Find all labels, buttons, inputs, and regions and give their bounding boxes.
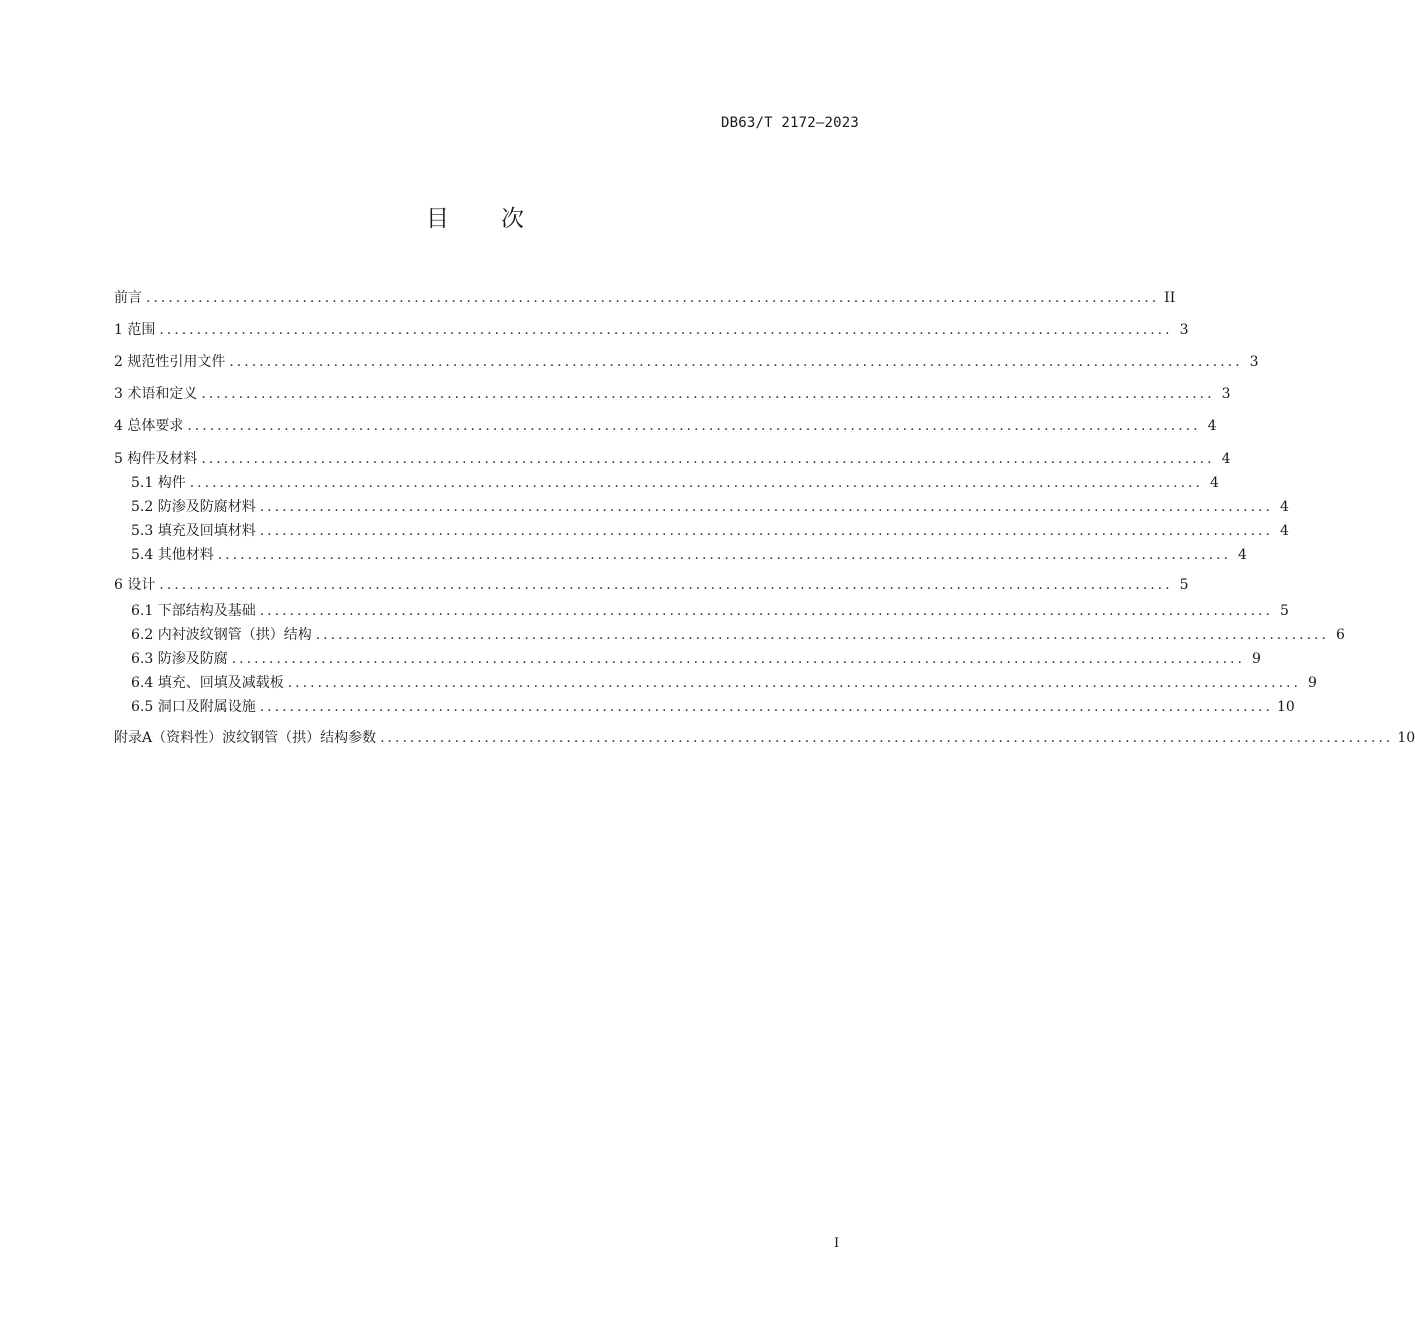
dot-leader: ........................................................................................................................................ bbox=[189, 475, 1203, 491]
toc-page: 5 bbox=[1179, 577, 1189, 593]
toc-label: 防渗及防腐 bbox=[157, 651, 228, 667]
dot-leader: ........................................................................................................................................ bbox=[146, 290, 1160, 306]
toc-page: 4 bbox=[1280, 523, 1289, 539]
dot-leader: ........................................................................................................................................ bbox=[259, 523, 1273, 539]
document-code: DB63/T 2172—2023 bbox=[720, 115, 859, 131]
toc-label: 前言 bbox=[114, 290, 142, 306]
toc-page: 5 bbox=[1280, 603, 1289, 619]
toc-number: 5.3 bbox=[131, 523, 158, 539]
toc-number: 5 bbox=[114, 451, 128, 467]
dot-leader: ........................................................................................................................................ bbox=[201, 451, 1215, 467]
toc-label: 设计 bbox=[127, 577, 156, 593]
toc-entry-5-3[interactable] bbox=[131, 519, 1289, 543]
toc-label: 范围 bbox=[127, 322, 156, 338]
toc-label: 防渗及防腐材料 bbox=[157, 499, 256, 515]
toc-label: 洞口及附属设施 bbox=[157, 699, 256, 715]
toc-page: 4 bbox=[1207, 418, 1217, 434]
toc-number: 3 bbox=[114, 386, 128, 402]
toc-entry-6-3[interactable] bbox=[131, 647, 1261, 671]
toc-number: 1 bbox=[114, 322, 128, 338]
toc-entry-6-4[interactable] bbox=[131, 671, 1317, 695]
toc-number: 5.1 bbox=[131, 475, 158, 491]
dot-leader: ........................................................................................................................................ bbox=[259, 499, 1273, 515]
toc-label: 附录A（资料性）波纹钢管（拱）结构参数 bbox=[114, 730, 377, 746]
toc-number: 2 bbox=[114, 354, 128, 370]
toc-number: 6 bbox=[114, 577, 128, 593]
toc-label: 构件 bbox=[157, 475, 186, 491]
toc-entry-2[interactable] bbox=[114, 350, 1259, 374]
toc-label: 术语和定义 bbox=[127, 386, 198, 402]
toc-label: 填充及回填材料 bbox=[157, 523, 256, 539]
toc-label: 构件及材料 bbox=[127, 451, 198, 467]
toc-number: 6.5 bbox=[131, 699, 158, 715]
toc-page: II bbox=[1164, 290, 1176, 306]
toc-label: 总体要求 bbox=[127, 418, 184, 434]
dot-leader: ........................................................................................................................................ bbox=[380, 730, 1394, 746]
dot-leader: ........................................................................................................................................ bbox=[159, 577, 1173, 593]
toc-number: 5.2 bbox=[131, 499, 158, 515]
toc-entry-5-2[interactable] bbox=[131, 495, 1289, 519]
toc-entry-1[interactable] bbox=[114, 318, 1189, 342]
toc-number: 5.4 bbox=[131, 547, 158, 563]
toc-number: 6.3 bbox=[131, 651, 158, 667]
toc-entry-3[interactable] bbox=[114, 382, 1231, 406]
toc-entry-6-1[interactable] bbox=[131, 599, 1289, 623]
toc-label: 其他材料 bbox=[157, 547, 214, 563]
dot-leader: ........................................................................................................................................ bbox=[201, 386, 1215, 402]
dot-leader: ........................................................................................................................................ bbox=[229, 354, 1243, 370]
toc-entry-5-4[interactable] bbox=[131, 543, 1247, 567]
toc-page: 10 bbox=[1276, 699, 1295, 715]
toc-number: 4 bbox=[114, 418, 128, 434]
toc-page: 4 bbox=[1210, 475, 1219, 491]
dot-leader: ........................................................................................................................................ bbox=[217, 547, 1231, 563]
toc-label: 规范性引用文件 bbox=[127, 354, 226, 370]
page-number: I bbox=[834, 1236, 840, 1251]
toc-label: 内衬波纹钢管（拱）结构 bbox=[157, 627, 312, 643]
toc-page: 4 bbox=[1280, 499, 1289, 515]
toc-number: 6.2 bbox=[131, 627, 158, 643]
toc-entry-6-2[interactable] bbox=[131, 623, 1345, 647]
toc-number: 6.4 bbox=[131, 675, 158, 691]
toc-page: 9 bbox=[1252, 651, 1261, 667]
dot-leader: ........................................................................................................................................ bbox=[187, 418, 1201, 434]
dot-leader: ........................................................................................................................................ bbox=[315, 627, 1329, 643]
toc-number: 6.1 bbox=[131, 603, 158, 619]
toc-page: 9 bbox=[1308, 675, 1317, 691]
page-title: 目次 bbox=[426, 206, 576, 232]
toc-entry-5[interactable] bbox=[114, 447, 1231, 471]
toc-page: 4 bbox=[1238, 547, 1247, 563]
toc-page: 6 bbox=[1336, 627, 1345, 643]
toc-page: 3 bbox=[1179, 322, 1189, 338]
toc-label: 填充、回填及减载板 bbox=[157, 675, 284, 691]
dot-leader: ........................................................................................................................................ bbox=[231, 651, 1245, 667]
toc-page: 3 bbox=[1221, 386, 1231, 402]
toc-page: 3 bbox=[1249, 354, 1259, 370]
toc-entry-6[interactable] bbox=[114, 573, 1189, 597]
toc-page: 4 bbox=[1221, 451, 1231, 467]
toc-entry-4[interactable] bbox=[114, 414, 1217, 438]
toc-entry-6-5[interactable] bbox=[131, 695, 1295, 719]
toc-label: 下部结构及基础 bbox=[157, 603, 256, 619]
dot-leader: ........................................................................................................................................ bbox=[259, 699, 1273, 715]
dot-leader: ........................................................................................................................................ bbox=[259, 603, 1273, 619]
toc-entry-foreword[interactable] bbox=[114, 286, 1176, 310]
toc-entry-5-1[interactable] bbox=[131, 471, 1219, 495]
toc-page: 10 bbox=[1397, 730, 1415, 746]
dot-leader: ........................................................................................................................................ bbox=[287, 675, 1301, 691]
toc-entry-annex-a[interactable] bbox=[114, 726, 1415, 750]
dot-leader: ........................................................................................................................................ bbox=[159, 322, 1173, 338]
